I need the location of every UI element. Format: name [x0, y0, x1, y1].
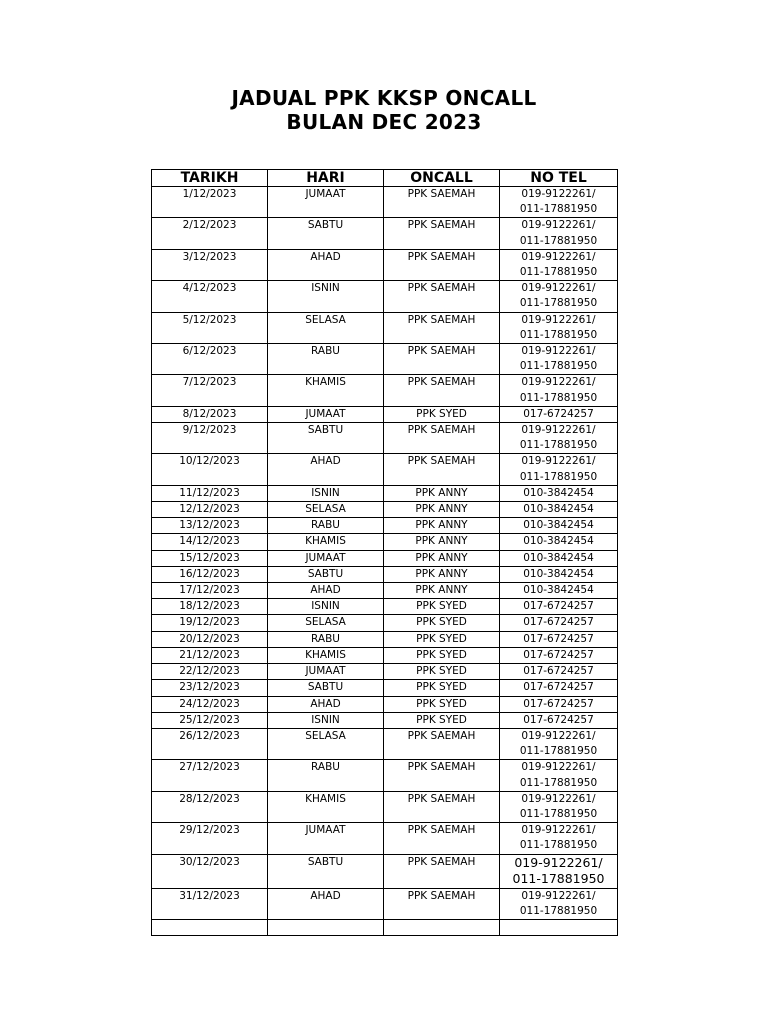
cell-oncall: PPK SAEMAH	[384, 187, 500, 218]
table-row	[152, 888, 618, 919]
cell-tarikh: 18/12/2023	[152, 599, 268, 615]
phone-number: 017-6724257	[523, 697, 594, 710]
cell-tarikh: 9/12/2023	[152, 423, 268, 454]
cell-tarikh: 19/12/2023	[152, 615, 268, 631]
phone-number: 019-9122261/	[521, 761, 596, 774]
header-no-tel: NO TEL	[500, 170, 618, 187]
cell-tarikh: 21/12/2023	[152, 647, 268, 663]
cell-tarikh: 25/12/2023	[152, 712, 268, 728]
cell-no-tel	[500, 919, 618, 935]
cell-tarikh: 28/12/2023	[152, 791, 268, 822]
cell-tarikh: 20/12/2023	[152, 631, 268, 647]
phone-number: 011-17881950	[519, 203, 598, 216]
cell-hari: JUMAAT	[268, 664, 384, 680]
phone-number: 017-6724257	[523, 407, 594, 420]
cell-oncall: PPK SAEMAH	[384, 281, 500, 312]
cell-tarikh	[152, 919, 268, 935]
table-row	[152, 728, 618, 759]
cell-hari: SELASA	[268, 312, 384, 343]
cell-tarikh: 27/12/2023	[152, 760, 268, 791]
phone-number: 011-17881950	[519, 807, 598, 820]
cell-oncall: PPK SAEMAH	[384, 728, 500, 759]
phone-number: 010-3842454	[523, 519, 594, 532]
cell-oncall: PPK ANNY	[384, 534, 500, 550]
cell-oncall: PPK SYED	[384, 631, 500, 647]
cell-hari: KHAMIS	[268, 647, 384, 663]
table-row	[152, 249, 618, 280]
table-row	[152, 712, 618, 728]
phone-number: 010-3842454	[523, 535, 594, 548]
phone-number: 011-17881950	[519, 328, 598, 341]
table-row	[152, 485, 618, 501]
oncall-schedule-table	[151, 169, 618, 936]
cell-no-tel	[500, 647, 618, 663]
cell-tarikh: 7/12/2023	[152, 375, 268, 406]
cell-oncall: PPK SYED	[384, 696, 500, 712]
table-row	[152, 599, 618, 615]
cell-oncall: PPK SAEMAH	[384, 423, 500, 454]
table-row	[152, 647, 618, 663]
cell-hari: AHAD	[268, 454, 384, 485]
phone-number: 017-6724257	[523, 713, 594, 726]
table-row	[152, 664, 618, 680]
table-header-row	[152, 170, 618, 187]
cell-tarikh: 16/12/2023	[152, 566, 268, 582]
cell-tarikh: 23/12/2023	[152, 680, 268, 696]
cell-no-tel	[500, 249, 618, 280]
cell-tarikh: 30/12/2023	[152, 854, 268, 888]
cell-oncall: PPK SAEMAH	[384, 375, 500, 406]
cell-tarikh: 14/12/2023	[152, 534, 268, 550]
phone-number: 011-17881950	[519, 470, 598, 483]
table-row	[152, 566, 618, 582]
cell-no-tel	[500, 728, 618, 759]
cell-oncall: PPK ANNY	[384, 485, 500, 501]
cell-tarikh: 12/12/2023	[152, 502, 268, 518]
cell-hari: JUMAAT	[268, 823, 384, 854]
cell-no-tel	[500, 187, 618, 218]
table-row	[152, 423, 618, 454]
cell-no-tel	[500, 281, 618, 312]
cell-hari: JUMAAT	[268, 187, 384, 218]
cell-hari: SABTU	[268, 854, 384, 888]
phone-number: 010-3842454	[523, 486, 594, 499]
cell-oncall: PPK ANNY	[384, 518, 500, 534]
table-row	[152, 187, 618, 218]
cell-hari: RABU	[268, 344, 384, 375]
table-row	[152, 823, 618, 854]
cell-tarikh: 3/12/2023	[152, 249, 268, 280]
phone-number: 019-9122261/	[521, 824, 596, 837]
table-row	[152, 680, 618, 696]
phone-number: 019-9122261/	[521, 455, 596, 468]
cell-no-tel	[500, 664, 618, 680]
cell-oncall: PPK SYED	[384, 712, 500, 728]
cell-hari: RABU	[268, 760, 384, 791]
cell-hari: ISNIN	[268, 281, 384, 312]
cell-oncall: PPK ANNY	[384, 583, 500, 599]
cell-no-tel	[500, 823, 618, 854]
header-hari: HARI	[268, 170, 384, 187]
phone-number: 011-17881950	[519, 234, 598, 247]
table-row	[152, 760, 618, 791]
table-row	[152, 854, 618, 888]
cell-oncall: PPK SYED	[384, 406, 500, 422]
phone-number: 011-17881950	[519, 439, 598, 452]
cell-oncall	[384, 919, 500, 935]
cell-oncall: PPK SAEMAH	[384, 454, 500, 485]
cell-hari: SELASA	[268, 502, 384, 518]
cell-oncall: PPK SAEMAH	[384, 312, 500, 343]
table-row	[152, 919, 618, 935]
title-line-2: BULAN DEC 2023	[286, 110, 482, 134]
cell-tarikh: 15/12/2023	[152, 550, 268, 566]
cell-oncall: PPK ANNY	[384, 566, 500, 582]
table-row	[152, 615, 618, 631]
phone-number: 019-9122261/	[521, 729, 596, 742]
phone-number: 017-6724257	[523, 632, 594, 645]
cell-hari: SABTU	[268, 680, 384, 696]
cell-oncall: PPK SYED	[384, 664, 500, 680]
phone-number: 011-17881950	[512, 871, 605, 887]
phone-number: 010-3842454	[523, 584, 594, 597]
cell-tarikh: 22/12/2023	[152, 664, 268, 680]
cell-hari: AHAD	[268, 888, 384, 919]
phone-number: 019-9122261/	[521, 376, 596, 389]
cell-oncall: PPK SAEMAH	[384, 888, 500, 919]
cell-oncall: PPK SYED	[384, 599, 500, 615]
cell-tarikh: 6/12/2023	[152, 344, 268, 375]
cell-no-tel	[500, 454, 618, 485]
phone-number: 011-17881950	[519, 297, 598, 310]
phone-number: 019-9122261/	[521, 282, 596, 295]
cell-tarikh: 26/12/2023	[152, 728, 268, 759]
cell-oncall: PPK SAEMAH	[384, 791, 500, 822]
table-row	[152, 791, 618, 822]
phone-number: 011-17881950	[519, 904, 598, 917]
cell-no-tel	[500, 760, 618, 791]
cell-oncall: PPK SAEMAH	[384, 823, 500, 854]
document-title	[0, 86, 768, 134]
table-row	[152, 696, 618, 712]
phone-number: 017-6724257	[523, 681, 594, 694]
cell-oncall: PPK SAEMAH	[384, 760, 500, 791]
phone-number: 019-9122261/	[521, 792, 596, 805]
cell-tarikh: 13/12/2023	[152, 518, 268, 534]
cell-hari: SABTU	[268, 423, 384, 454]
phone-number: 019-9122261/	[521, 250, 596, 263]
cell-hari: SABTU	[268, 566, 384, 582]
cell-no-tel	[500, 888, 618, 919]
cell-no-tel	[500, 854, 618, 888]
cell-no-tel	[500, 534, 618, 550]
cell-hari: ISNIN	[268, 712, 384, 728]
phone-number: 017-6724257	[523, 648, 594, 661]
phone-number: 011-17881950	[519, 839, 598, 852]
table-row	[152, 502, 618, 518]
phone-number: 019-9122261/	[521, 889, 596, 902]
cell-tarikh: 2/12/2023	[152, 218, 268, 249]
cell-hari: SELASA	[268, 615, 384, 631]
table-row	[152, 312, 618, 343]
cell-oncall: PPK SYED	[384, 680, 500, 696]
cell-tarikh: 5/12/2023	[152, 312, 268, 343]
cell-hari	[268, 919, 384, 935]
cell-hari: AHAD	[268, 249, 384, 280]
cell-oncall: PPK ANNY	[384, 502, 500, 518]
cell-hari: AHAD	[268, 696, 384, 712]
cell-no-tel	[500, 615, 618, 631]
cell-tarikh: 8/12/2023	[152, 406, 268, 422]
phone-number: 019-9122261/	[521, 313, 596, 326]
cell-hari: RABU	[268, 631, 384, 647]
cell-no-tel	[500, 518, 618, 534]
phone-number: 010-3842454	[523, 503, 594, 516]
header-tarikh: TARIKH	[152, 170, 268, 187]
cell-tarikh: 10/12/2023	[152, 454, 268, 485]
cell-hari: SABTU	[268, 218, 384, 249]
table-row	[152, 375, 618, 406]
table-row	[152, 344, 618, 375]
cell-hari: KHAMIS	[268, 534, 384, 550]
header-oncall: ONCALL	[384, 170, 500, 187]
cell-no-tel	[500, 791, 618, 822]
cell-no-tel	[500, 344, 618, 375]
table-row	[152, 518, 618, 534]
cell-tarikh: 1/12/2023	[152, 187, 268, 218]
table-row	[152, 281, 618, 312]
phone-number: 019-9122261/	[514, 854, 603, 870]
cell-tarikh: 17/12/2023	[152, 583, 268, 599]
cell-oncall: PPK SYED	[384, 647, 500, 663]
cell-no-tel	[500, 712, 618, 728]
cell-no-tel	[500, 218, 618, 249]
table-row	[152, 550, 618, 566]
phone-number: 019-9122261/	[521, 345, 596, 358]
table-row	[152, 534, 618, 550]
cell-oncall: PPK SYED	[384, 615, 500, 631]
table-row	[152, 454, 618, 485]
cell-no-tel	[500, 406, 618, 422]
cell-hari: KHAMIS	[268, 375, 384, 406]
cell-hari: JUMAAT	[268, 406, 384, 422]
cell-no-tel	[500, 485, 618, 501]
phone-number: 017-6724257	[523, 616, 594, 629]
cell-oncall: PPK SAEMAH	[384, 854, 500, 888]
phone-number: 011-17881950	[519, 391, 598, 404]
phone-number: 011-17881950	[519, 266, 598, 279]
phone-number: 010-3842454	[523, 567, 594, 580]
cell-no-tel	[500, 550, 618, 566]
phone-number: 017-6724257	[523, 665, 594, 678]
title-line-1: JADUAL PPK KKSP ONCALL	[231, 86, 537, 110]
cell-hari: KHAMIS	[268, 791, 384, 822]
phone-number: 011-17881950	[519, 776, 598, 789]
cell-no-tel	[500, 631, 618, 647]
cell-no-tel	[500, 566, 618, 582]
cell-no-tel	[500, 502, 618, 518]
table-row	[152, 406, 618, 422]
cell-hari: ISNIN	[268, 599, 384, 615]
cell-oncall: PPK SAEMAH	[384, 249, 500, 280]
phone-number: 010-3842454	[523, 551, 594, 564]
cell-tarikh: 29/12/2023	[152, 823, 268, 854]
cell-hari: JUMAAT	[268, 550, 384, 566]
table-row	[152, 631, 618, 647]
phone-number: 019-9122261/	[521, 188, 596, 200]
phone-number: 011-17881950	[519, 360, 598, 373]
cell-tarikh: 24/12/2023	[152, 696, 268, 712]
cell-no-tel	[500, 375, 618, 406]
phone-number: 011-17881950	[519, 745, 598, 758]
cell-hari: RABU	[268, 518, 384, 534]
cell-no-tel	[500, 583, 618, 599]
cell-no-tel	[500, 599, 618, 615]
cell-oncall: PPK SAEMAH	[384, 218, 500, 249]
phone-number	[500, 920, 617, 935]
phone-number: 017-6724257	[523, 600, 594, 613]
cell-oncall: PPK SAEMAH	[384, 344, 500, 375]
cell-hari: ISNIN	[268, 485, 384, 501]
phone-number: 019-9122261/	[521, 424, 596, 437]
cell-tarikh: 31/12/2023	[152, 888, 268, 919]
table-row	[152, 218, 618, 249]
cell-no-tel	[500, 423, 618, 454]
cell-hari: SELASA	[268, 728, 384, 759]
phone-number: 019-9122261/	[521, 219, 596, 232]
cell-oncall: PPK ANNY	[384, 550, 500, 566]
cell-hari: AHAD	[268, 583, 384, 599]
cell-no-tel	[500, 680, 618, 696]
cell-tarikh: 11/12/2023	[152, 485, 268, 501]
cell-no-tel	[500, 312, 618, 343]
cell-no-tel	[500, 696, 618, 712]
table-row	[152, 583, 618, 599]
cell-tarikh: 4/12/2023	[152, 281, 268, 312]
